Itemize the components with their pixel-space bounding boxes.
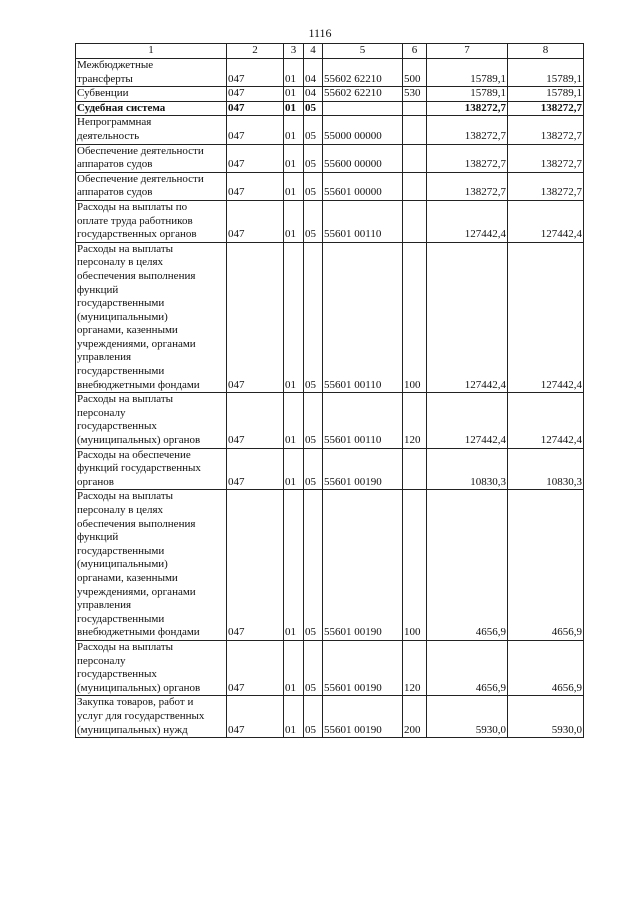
row-type-cell: 200 bbox=[403, 696, 427, 738]
row-section-cell: 01 bbox=[284, 696, 304, 738]
row-ministry-cell: 047 bbox=[227, 59, 284, 87]
row-subsection-cell: 04 bbox=[304, 59, 323, 87]
row-section-cell: 01 bbox=[284, 116, 304, 144]
table-header-row bbox=[76, 44, 584, 59]
row-target-cell: 55600 00000 bbox=[323, 144, 403, 172]
row-amount-2-cell: 138272,7 bbox=[508, 101, 584, 116]
row-amount-2-cell: 15789,1 bbox=[508, 59, 584, 87]
row-amount-1-cell: 10830,3 bbox=[427, 448, 508, 490]
row-amount-1-cell: 127442,4 bbox=[427, 200, 508, 242]
row-type-cell bbox=[403, 144, 427, 172]
header-cell: 3 bbox=[284, 44, 304, 59]
row-name-cell: Обеспечение деятельности аппаратов судов bbox=[76, 144, 227, 172]
row-target-cell: 55601 00190 bbox=[323, 640, 403, 695]
row-amount-1-cell: 138272,7 bbox=[427, 172, 508, 200]
row-type-cell: 530 bbox=[403, 87, 427, 102]
header-cell: 5 bbox=[323, 44, 403, 59]
row-name-cell: Закупка товаров, работ и услуг для государственных (муниципальных) нужд bbox=[76, 696, 227, 738]
row-amount-1-cell: 138272,7 bbox=[427, 101, 508, 116]
row-subsection-cell: 05 bbox=[304, 172, 323, 200]
row-ministry-cell: 047 bbox=[227, 144, 284, 172]
row-ministry-cell: 047 bbox=[227, 490, 284, 641]
row-amount-2-cell: 10830,3 bbox=[508, 448, 584, 490]
row-subsection-cell: 05 bbox=[304, 116, 323, 144]
table-row bbox=[76, 144, 584, 172]
table-row bbox=[76, 490, 584, 641]
row-ministry-cell: 047 bbox=[227, 242, 284, 393]
row-amount-2-cell: 138272,7 bbox=[508, 172, 584, 200]
header-cell: 6 bbox=[403, 44, 427, 59]
row-name-cell: Расходы на выплаты персоналу государственных (муниципальных) органов bbox=[76, 393, 227, 448]
row-name-cell: Межбюджетные трансферты bbox=[76, 59, 227, 87]
table-row bbox=[76, 200, 584, 242]
header-cell: 1 bbox=[76, 44, 227, 59]
row-name-cell: Субвенции bbox=[76, 87, 227, 102]
row-amount-2-cell: 127442,4 bbox=[508, 393, 584, 448]
row-section-cell: 01 bbox=[284, 59, 304, 87]
table-row bbox=[76, 101, 584, 116]
row-amount-2-cell: 127442,4 bbox=[508, 200, 584, 242]
row-section-cell: 01 bbox=[284, 87, 304, 102]
row-subsection-cell: 04 bbox=[304, 87, 323, 102]
row-amount-1-cell: 4656,9 bbox=[427, 490, 508, 641]
header-cell: 7 bbox=[427, 44, 508, 59]
row-amount-2-cell: 4656,9 bbox=[508, 640, 584, 695]
row-target-cell: 55602 62210 bbox=[323, 87, 403, 102]
row-section-cell: 01 bbox=[284, 490, 304, 641]
header-cell: 2 bbox=[227, 44, 284, 59]
row-amount-2-cell: 5930,0 bbox=[508, 696, 584, 738]
row-name-cell: Расходы на обеспечение функций государственных органов bbox=[76, 448, 227, 490]
row-name-cell: Обеспечение деятельности аппаратов судов bbox=[76, 172, 227, 200]
row-subsection-cell: 05 bbox=[304, 242, 323, 393]
row-name-cell: Непрограммная деятельность bbox=[76, 116, 227, 144]
row-section-cell: 01 bbox=[284, 200, 304, 242]
row-name-cell: Расходы на выплаты по оплате труда работников государственных органов bbox=[76, 200, 227, 242]
row-subsection-cell: 05 bbox=[304, 490, 323, 641]
row-type-cell: 500 bbox=[403, 59, 427, 87]
row-ministry-cell: 047 bbox=[227, 448, 284, 490]
budget-table bbox=[75, 43, 584, 738]
row-subsection-cell: 05 bbox=[304, 200, 323, 242]
row-name-cell: Расходы на выплаты персоналу государственных (муниципальных) органов bbox=[76, 640, 227, 695]
row-target-cell: 55602 62210 bbox=[323, 59, 403, 87]
table-row bbox=[76, 87, 584, 102]
row-type-cell: 120 bbox=[403, 393, 427, 448]
row-name-cell: Расходы на выплаты персоналу в целях обеспечения выполнения функций государственными (муниципальными) органами, казенными учреждениями, органами управления государственными внебюджетными фондами bbox=[76, 242, 227, 393]
row-amount-1-cell: 15789,1 bbox=[427, 87, 508, 102]
row-ministry-cell: 047 bbox=[227, 200, 284, 242]
row-ministry-cell: 047 bbox=[227, 393, 284, 448]
row-amount-1-cell: 138272,7 bbox=[427, 116, 508, 144]
row-section-cell: 01 bbox=[284, 101, 304, 116]
row-type-cell bbox=[403, 172, 427, 200]
row-section-cell: 01 bbox=[284, 393, 304, 448]
row-ministry-cell: 047 bbox=[227, 87, 284, 102]
row-target-cell: 55000 00000 bbox=[323, 116, 403, 144]
row-section-cell: 01 bbox=[284, 242, 304, 393]
table-row bbox=[76, 116, 584, 144]
page-number: 1116 bbox=[308, 26, 332, 40]
table-row bbox=[76, 59, 584, 87]
row-target-cell: 55601 00000 bbox=[323, 172, 403, 200]
row-amount-1-cell: 138272,7 bbox=[427, 144, 508, 172]
row-target-cell bbox=[323, 101, 403, 116]
row-amount-2-cell: 138272,7 bbox=[508, 116, 584, 144]
row-amount-1-cell: 4656,9 bbox=[427, 640, 508, 695]
row-type-cell: 100 bbox=[403, 490, 427, 641]
row-subsection-cell: 05 bbox=[304, 393, 323, 448]
row-target-cell: 55601 00190 bbox=[323, 490, 403, 641]
header-cell: 4 bbox=[304, 44, 323, 59]
row-type-cell bbox=[403, 448, 427, 490]
row-subsection-cell: 05 bbox=[304, 696, 323, 738]
row-target-cell: 55601 00190 bbox=[323, 448, 403, 490]
row-ministry-cell: 047 bbox=[227, 116, 284, 144]
row-amount-1-cell: 127442,4 bbox=[427, 393, 508, 448]
row-amount-1-cell: 5930,0 bbox=[427, 696, 508, 738]
row-subsection-cell: 05 bbox=[304, 144, 323, 172]
row-section-cell: 01 bbox=[284, 144, 304, 172]
row-amount-2-cell: 4656,9 bbox=[508, 490, 584, 641]
row-name-cell: Судебная система bbox=[76, 101, 227, 116]
row-ministry-cell: 047 bbox=[227, 101, 284, 116]
table-row bbox=[76, 172, 584, 200]
row-type-cell bbox=[403, 101, 427, 116]
header-cell: 8 bbox=[508, 44, 584, 59]
row-subsection-cell: 05 bbox=[304, 101, 323, 116]
row-type-cell: 120 bbox=[403, 640, 427, 695]
table-row bbox=[76, 242, 584, 393]
row-subsection-cell: 05 bbox=[304, 640, 323, 695]
row-type-cell bbox=[403, 116, 427, 144]
row-target-cell: 55601 00190 bbox=[323, 696, 403, 738]
row-target-cell: 55601 00110 bbox=[323, 393, 403, 448]
row-section-cell: 01 bbox=[284, 448, 304, 490]
row-amount-2-cell: 138272,7 bbox=[508, 144, 584, 172]
row-target-cell: 55601 00110 bbox=[323, 200, 403, 242]
row-name-cell: Расходы на выплаты персоналу в целях обеспечения выполнения функций государственными (муниципальными) органами, казенными учреждениями, органами управления государственными внебюджетными фондами bbox=[76, 490, 227, 641]
row-amount-1-cell: 15789,1 bbox=[427, 59, 508, 87]
row-section-cell: 01 bbox=[284, 172, 304, 200]
row-ministry-cell: 047 bbox=[227, 172, 284, 200]
row-subsection-cell: 05 bbox=[304, 448, 323, 490]
table-row bbox=[76, 393, 584, 448]
row-ministry-cell: 047 bbox=[227, 696, 284, 738]
row-type-cell: 100 bbox=[403, 242, 427, 393]
row-ministry-cell: 047 bbox=[227, 640, 284, 695]
row-amount-1-cell: 127442,4 bbox=[427, 242, 508, 393]
row-amount-2-cell: 15789,1 bbox=[508, 87, 584, 102]
table-row bbox=[76, 448, 584, 490]
row-section-cell: 01 bbox=[284, 640, 304, 695]
table-row bbox=[76, 696, 584, 738]
row-type-cell bbox=[403, 200, 427, 242]
table-row bbox=[76, 640, 584, 695]
row-target-cell: 55601 00110 bbox=[323, 242, 403, 393]
row-amount-2-cell: 127442,4 bbox=[508, 242, 584, 393]
